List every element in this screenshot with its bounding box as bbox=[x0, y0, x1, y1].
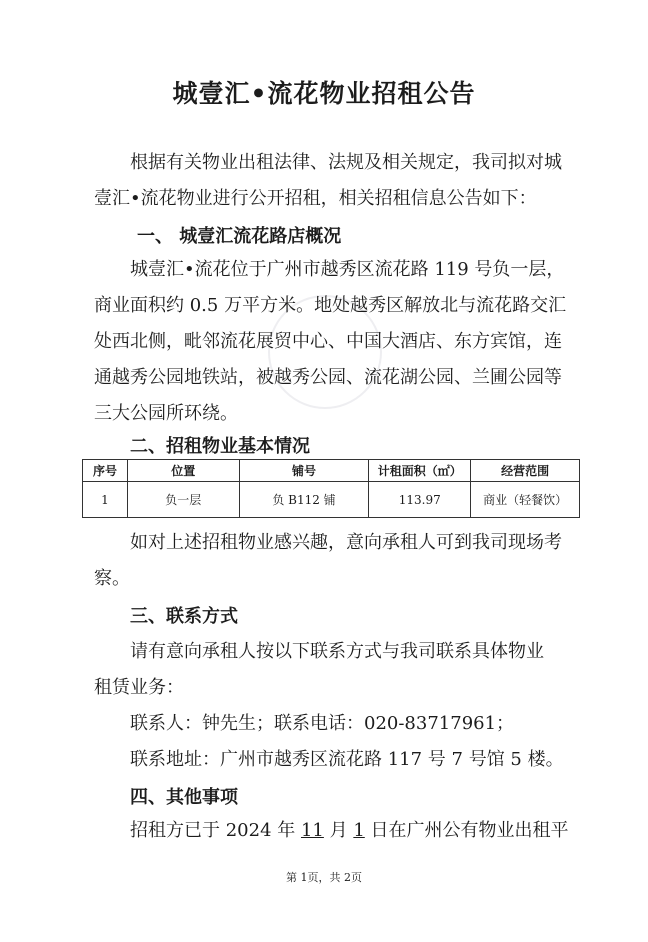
month-unit: 月 bbox=[323, 820, 354, 841]
section-1-line-5: 三大公园所环绕。 bbox=[94, 403, 238, 424]
table-cell: 商业（轻餐饮） bbox=[471, 482, 580, 518]
page-title: 城壹汇•流花物业招租公告 bbox=[172, 79, 476, 108]
section-2-after-line-2: 察。 bbox=[94, 568, 130, 589]
section-1-line-3: 处西北侧，毗邻流花展贸中心、中国大酒店、东方宾馆，连 bbox=[94, 331, 562, 352]
table-header: 位置 bbox=[127, 460, 239, 482]
address-line: 联系地址：广州市越秀区流花路 117 号 7 号馆 5 楼。 bbox=[130, 749, 564, 770]
section-4-heading: 四、其他事项 bbox=[130, 787, 238, 808]
table-header-row bbox=[83, 460, 580, 482]
section-3-line-2: 租赁业务： bbox=[94, 677, 184, 698]
day-value: 1 bbox=[353, 820, 365, 841]
intro-line-2: 壹汇•流花物业进行公开招租，相关招租信息公告如下： bbox=[94, 188, 537, 209]
table-row bbox=[83, 482, 580, 518]
section-1-line-2: 商业面积约 0.5 万平方米。地处越秀区解放北与流花路交汇 bbox=[94, 295, 567, 316]
table-cell: 113.97 bbox=[369, 482, 471, 518]
section-4-suffix: 日在广州公有物业出租平 bbox=[364, 820, 569, 841]
property-table bbox=[82, 459, 580, 518]
section-4-line bbox=[130, 813, 569, 849]
section-1-heading: 一、 城壹汇流花路店概况 bbox=[137, 226, 342, 247]
table-cell: 负 B112 铺 bbox=[239, 482, 369, 518]
page-footer: 第 1页，共 2页 bbox=[286, 871, 362, 884]
section-4-prefix: 招租方已于 2024 年 bbox=[130, 820, 301, 841]
section-1-line-4: 通越秀公园地铁站，被越秀公园、流花湖公园、兰圃公园等 bbox=[94, 367, 562, 388]
section-1-line-1: 城壹汇•流花位于广州市越秀区流花路 119 号负一层， bbox=[130, 259, 565, 280]
table-header: 计租面积（㎡） bbox=[369, 460, 471, 482]
table-cell: 负一层 bbox=[127, 482, 239, 518]
section-2-after-line-1: 如对上述招租物业感兴趣，意向承租人可到我司现场考 bbox=[130, 532, 562, 553]
table-header: 铺号 bbox=[239, 460, 369, 482]
table-header: 经营范围 bbox=[471, 460, 580, 482]
contact-line: 联系人：钟先生；联系电话：020-83717961； bbox=[130, 713, 515, 734]
month-value: 11 bbox=[300, 820, 324, 841]
section-3-heading: 三、联系方式 bbox=[130, 606, 238, 627]
section-3-line-1: 请有意向承租人按以下联系方式与我司联系具体物业 bbox=[130, 641, 544, 662]
table-cell: 1 bbox=[83, 482, 128, 518]
intro-line-1: 根据有关物业出租法律、法规及相关规定，我司拟对城 bbox=[130, 152, 562, 173]
table-header: 序号 bbox=[83, 460, 128, 482]
section-2-heading: 二、招租物业基本情况 bbox=[130, 436, 310, 457]
